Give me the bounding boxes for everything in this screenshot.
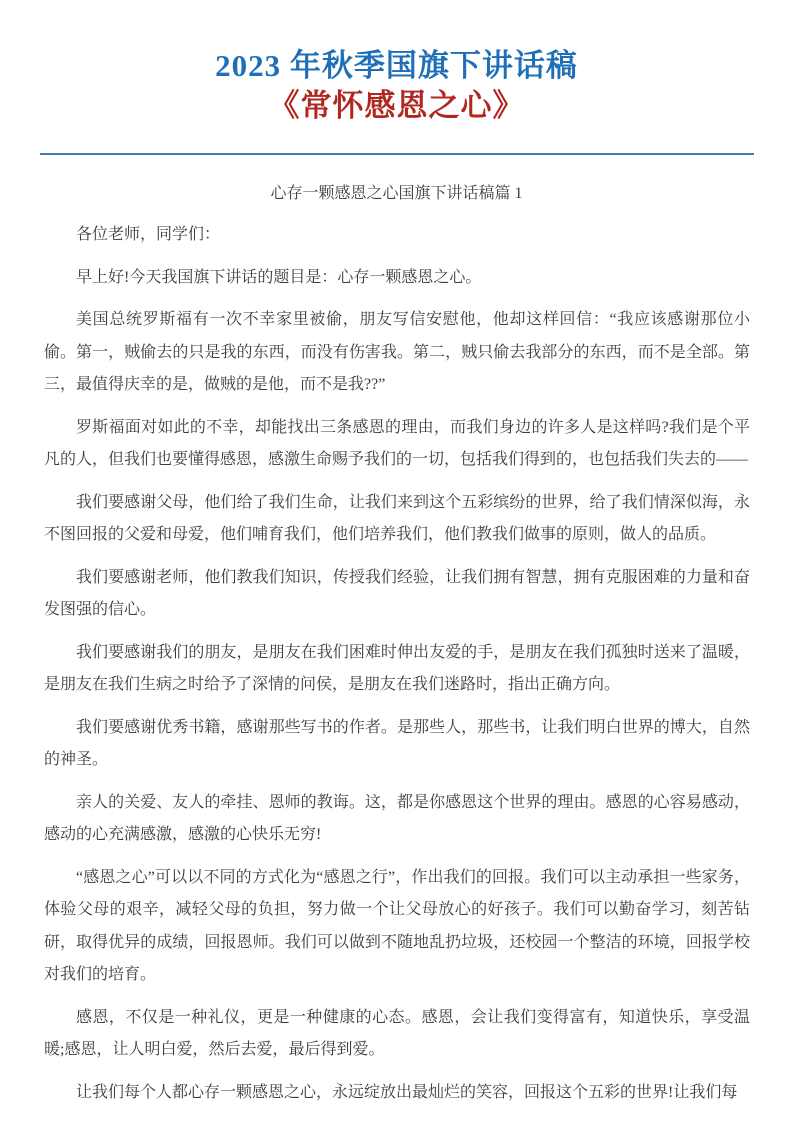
paragraph: 我们要感谢优秀书籍，感谢那些写书的作者。是那些人，那些书，让我们明白世界的博大，自然的神圣。: [44, 718, 750, 768]
paragraph: 亲人的关爱、友人的牵挂、恩师的教诲。这，都是你感恩这个世界的理由。感恩的心容易感动，感动的心充满感激，感激的心快乐无穷!: [44, 793, 750, 843]
paragraph: 早上好!今天我国旗下讲话的题目是：心存一颗感恩之心。: [76, 268, 482, 286]
paragraph: “感恩之心”可以以不同的方式化为“感恩之行”，作出我们的回报。我们可以主动承担一些家务，体验父母的艰辛，减轻父母的负担，努力做一个让父母放心的好孩子。我们可以勤奋学习，刻苦钻研，取得优异的成绩，回报恩师。我们可以做到不随地乱扔垃圾，还校园一个整洁的环境，回报学校对我们的培育。: [44, 868, 750, 983]
document-title: [0, 46, 793, 126]
paragraph: 我们要感谢老师，他们教我们知识，传授我们经验，让我们拥有智慧，拥有克服困难的力量和奋发图强的信心。: [44, 568, 750, 618]
document-title-line2: 《常怀感恩之心》: [268, 88, 525, 123]
paragraph: 感恩，不仅是一种礼仪，更是一种健康的心态。感恩，会让我们变得富有，知道快乐，享受温暖;感恩，让人明白爱，然后去爱，最后得到爱。: [44, 1008, 750, 1058]
paragraph: 美国总统罗斯福有一次不幸家里被偷，朋友写信安慰他，他却这样回信：“我应该感谢那位小偷。第一，贼偷去的只是我的东西，而没有伤害我。第二，贼只偷去我部分的东西，而不是全部。第三，最值得庆幸的是，做贼的是他，而不是我??”: [44, 311, 750, 393]
document-title-line1: 2023 年秋季国旗下讲话稿: [215, 48, 578, 83]
paragraph: 罗斯福面对如此的不幸，却能找出三条感恩的理由，而我们身边的许多人是这样吗?我们是个平凡的人，但我们也要懂得感恩，感激生命赐予我们的一切，包括我们得到的，也包括我们失去的——: [44, 418, 750, 468]
paragraph: 我们要感谢我们的朋友，是朋友在我们困难时伸出友爱的手，是朋友在我们孤独时送来了温暖，是朋友在我们生病之时给予了深情的问侯，是朋友在我们迷路时，指出正确方向。: [44, 643, 750, 693]
paragraph-truncated: 让我们每个人都心存一颗感恩之心，永远绽放出最灿烂的笑容，回报这个五彩的世界!让我们每: [76, 1083, 738, 1101]
section-heading: 心存一颗感恩之心国旗下讲话稿篇 1: [270, 185, 523, 202]
title-divider-rule: [40, 153, 754, 155]
paragraph-salutation: 各位老师，同学们：: [76, 226, 221, 243]
paragraph: 我们要感谢父母，他们给了我们生命，让我们来到这个五彩缤纷的世界，给了我们情深似海，永不图回报的父爱和母爱，他们哺育我们，他们培养我们，他们教我们做事的原则，做人的品质。: [44, 493, 750, 543]
document-body: [44, 219, 750, 1109]
